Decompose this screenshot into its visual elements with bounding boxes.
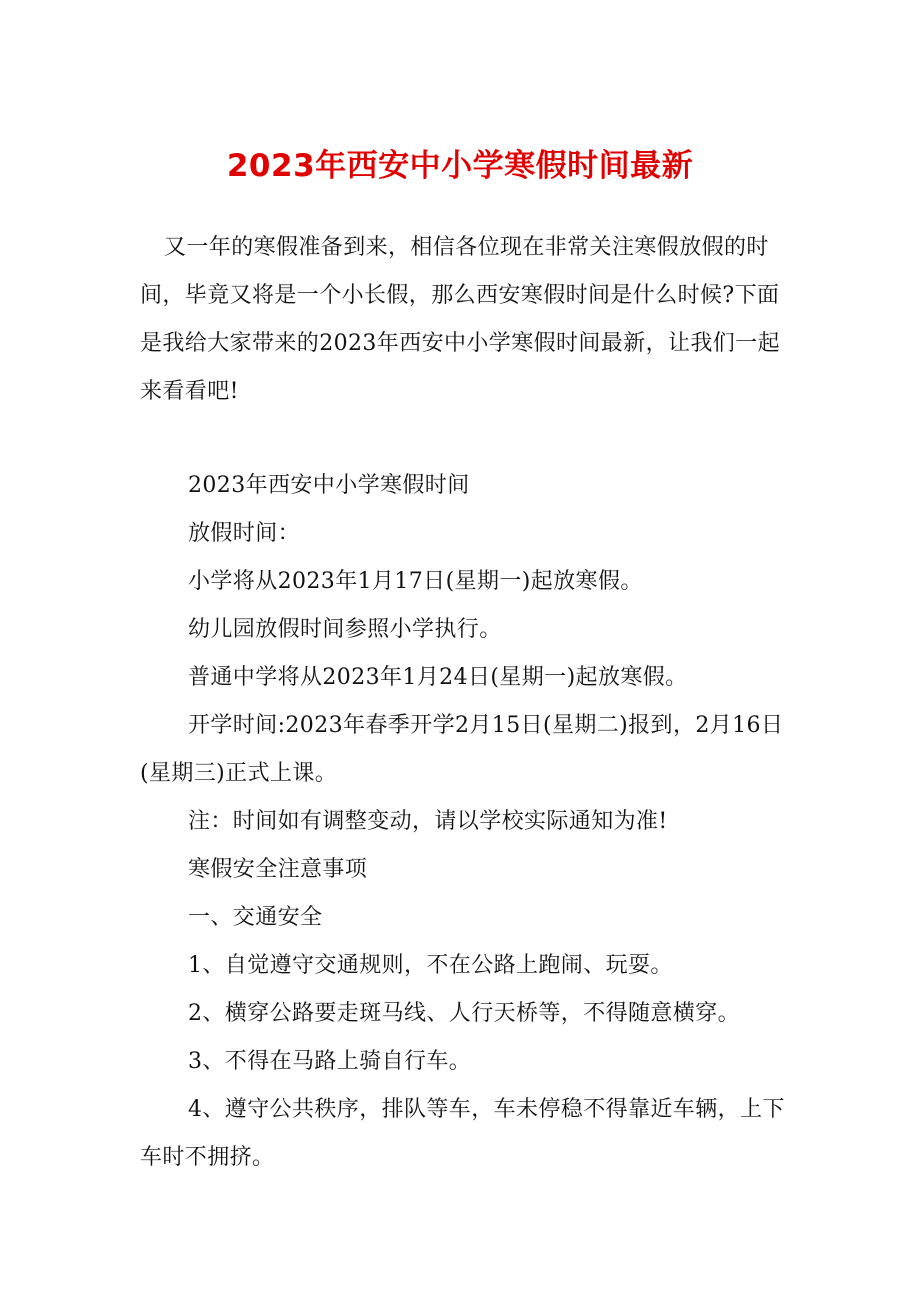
subheading-traffic-safety: 一、交通安全 bbox=[188, 905, 323, 930]
document-body bbox=[140, 462, 800, 1182]
safety-item-1: 1、自觉遵守交通规则，不在公路上跑闹、玩耍。 bbox=[188, 953, 673, 978]
kindergarten-holiday: 幼儿园放假时间参照小学执行。 bbox=[188, 617, 502, 642]
section-heading-safety: 寒假安全注意事项 bbox=[188, 857, 368, 882]
safety-item-4: 4、遵守公共秩序，排队等车，车未停稳不得靠近车辆，上下车时不拥挤。 bbox=[140, 1097, 785, 1170]
intro-paragraph: 又一年的寒假准备到来，相信各位现在非常关注寒假放假的时间，毕竟又将是一个小长假，那么西安寒假时间是什么时候?下面是我给大家带来的2023年西安中小学寒假时间最新，让我们一起来看看吧! bbox=[140, 235, 780, 404]
adjustment-note: 注：时间如有调整变动，请以学校实际通知为准! bbox=[188, 809, 668, 834]
document-title: 2023年西安中小学寒假时间最新 bbox=[226, 148, 694, 184]
safety-item-2: 2、横穿公路要走斑马线、人行天桥等，不得随意横穿。 bbox=[188, 1001, 740, 1026]
primary-school-holiday: 小学将从2023年1月17日(星期一)起放寒假。 bbox=[188, 569, 643, 594]
section-heading-schedule: 2023年西安中小学寒假时间 bbox=[188, 473, 470, 498]
school-start-time: 开学时间:2023年春季开学2月15日(星期二)报到，2月16日(星期三)正式上课。 bbox=[140, 713, 784, 786]
safety-item-3: 3、不得在马路上骑自行车。 bbox=[188, 1049, 472, 1074]
holiday-start-label: 放假时间： bbox=[188, 521, 301, 546]
middle-school-holiday: 普通中学将从2023年1月24日(星期一)起放寒假。 bbox=[188, 665, 688, 690]
